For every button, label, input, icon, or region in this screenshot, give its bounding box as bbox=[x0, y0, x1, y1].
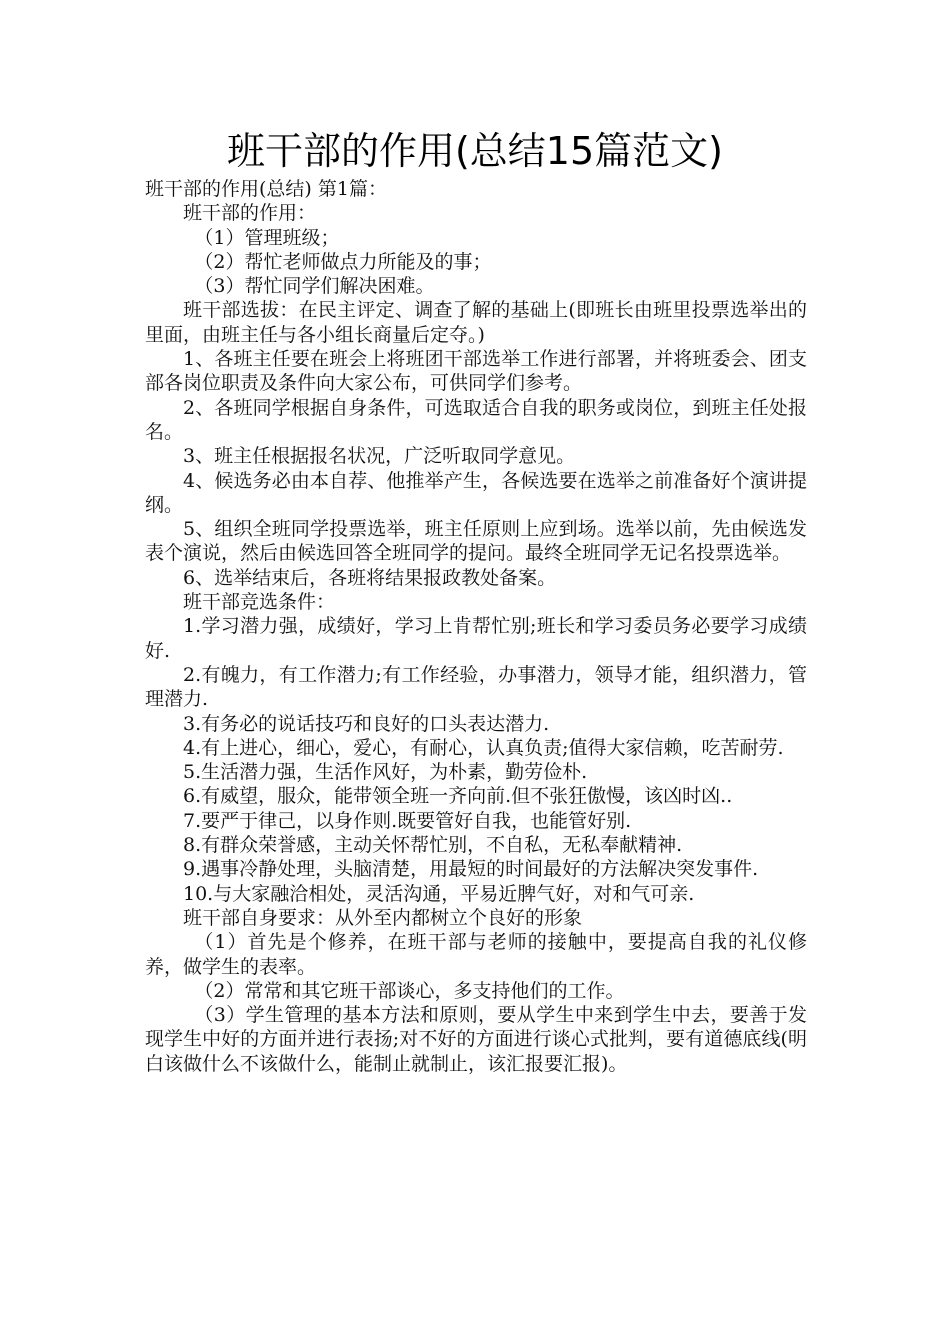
paragraph: 5.生活潜力强，生活作风好，为朴素，勤劳俭朴. bbox=[183, 761, 588, 784]
paragraph: 5、组织全班同学投票选举，班主任原则上应到场。选举以前，先由候选发表个演说，然后由候选回答全班同学的提问。最终全班同学无记名投票选举。 bbox=[145, 518, 807, 565]
paragraph: 1、各班主任要在班会上将班团干部选举工作进行部署，并将班委会、团支部各岗位职责及条件向大家公布，可供同学们参考。 bbox=[145, 348, 807, 395]
paragraph: 6、选举结束后，各班将结果报政教处备案。 bbox=[183, 566, 557, 589]
paragraph: 7.要严于律己，以身作则.既要管好自我，也能管好别. bbox=[183, 809, 632, 832]
paragraph: 4、候选务必由本自荐、他推举产生，各候选要在选举之前准备好个演讲提纲。 bbox=[145, 469, 807, 516]
paragraph: 班干部竞选条件： bbox=[183, 591, 336, 614]
paragraph: 班干部选拔：在民主评定、调查了解的基础上(即班长由班里投票选举出的里面，由班主任与各小组长商量后定夺。) bbox=[145, 299, 807, 346]
paragraph: （3）学生管理的基本方法和原则，要从学生中来到学生中去，要善于发现学生中好的方面并进行表扬;对不好的方面进行谈心式批判，要有道德底线(明白该做什么不该做什么，能制止就制止，该汇报要汇报)。 bbox=[145, 1004, 807, 1075]
paragraph: 班干部的作用(总结) 第1篇： bbox=[145, 178, 387, 200]
paragraph: 10.与大家融洽相处，灵活沟通，平易近脾气好，对和气可亲. bbox=[183, 882, 695, 905]
paragraph: 3.有务必的说话技巧和良好的口头表达潜力. bbox=[183, 712, 550, 735]
paragraph: 4.有上进心，细心，爱心，有耐心，认真负责;值得大家信赖，吃苦耐劳. bbox=[183, 736, 784, 759]
paragraph: 班干部自身要求：从外至内都树立个良好的形象 bbox=[183, 906, 583, 929]
paragraph: 3、班主任根据报名状况，广泛听取同学意见。 bbox=[183, 445, 576, 468]
paragraph: （3）帮忙同学们解决困难。 bbox=[194, 275, 435, 298]
paragraph: （1）首先是个修养，在班干部与老师的接触中，要提高自我的礼仪修养，做学生的表率。 bbox=[145, 931, 807, 978]
document-body bbox=[145, 177, 807, 1076]
paragraph: 8.有群众荣誉感，主动关怀帮忙别，不自私，无私奉献精神. bbox=[183, 834, 683, 857]
paragraph: 9.遇事冷静处理，头脑清楚，用最短的时间最好的方法解决突发事件. bbox=[183, 858, 759, 881]
paragraph: （1）管理班级； bbox=[194, 226, 340, 249]
paragraph: 6.有威望，服众，能带领全班一齐向前.但不张狂傲慢，该凶时凶.. bbox=[183, 785, 733, 808]
paragraph: （2）常常和其它班干部谈心，多支持他们的工作。 bbox=[194, 979, 625, 1002]
paragraph: 2、各班同学根据自身条件，可选取适合自我的职务或岗位，到班主任处报名。 bbox=[145, 396, 807, 443]
paragraph: 1.学习潜力强，成绩好，学习上肯帮忙别;班长和学习委员务必要学习成绩好. bbox=[145, 615, 807, 662]
document-title: 班干部的作用(总结15篇范文) bbox=[226, 129, 723, 173]
paragraph: 班干部的作用： bbox=[183, 202, 317, 225]
paragraph: （2）帮忙老师做点力所能及的事； bbox=[194, 250, 492, 273]
paragraph: 2.有魄力，有工作潜力;有工作经验，办事潜力，领导才能，组织潜力，管理潜力. bbox=[145, 663, 807, 711]
